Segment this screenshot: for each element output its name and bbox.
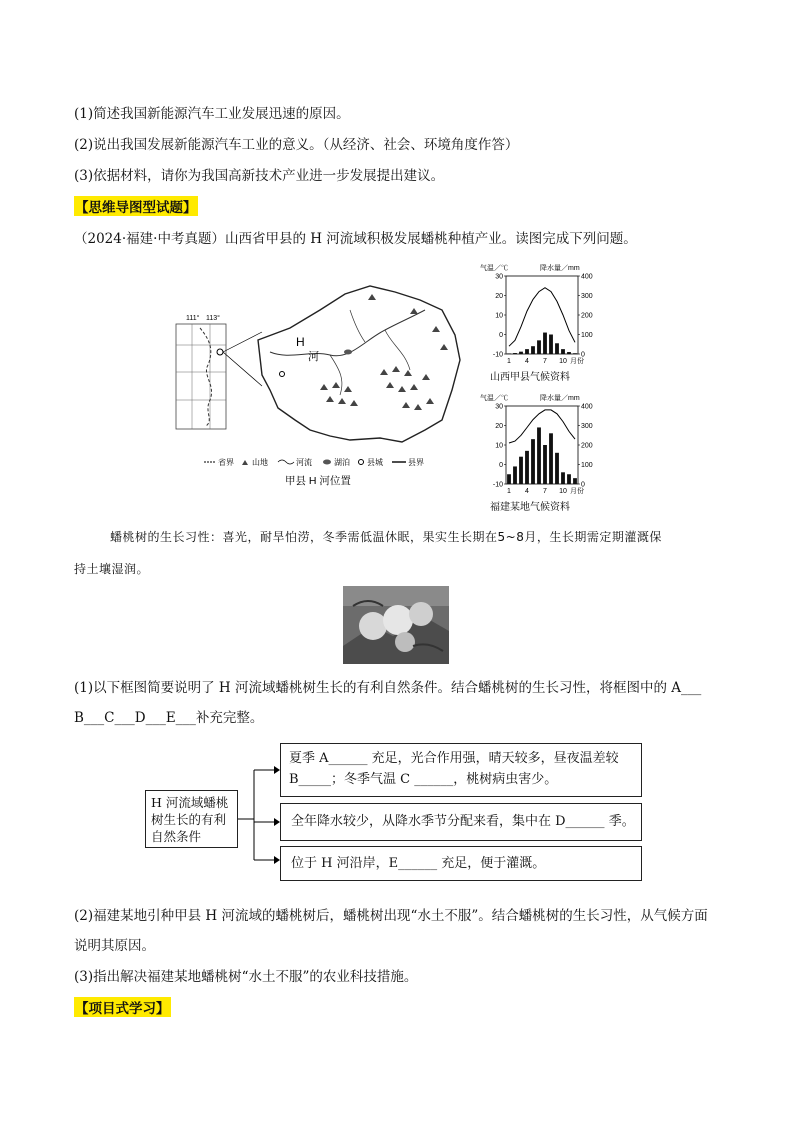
fujian-precip-bar: [507, 474, 511, 484]
shanxi-precip-bar: [513, 353, 517, 354]
fujian-precip-tick: 300: [581, 423, 593, 430]
fujian-temp-label: 气温／℃: [480, 395, 508, 402]
diagram-branch-1-line-2: B_____；冬季气温 C ______，桃树病虫害少。: [289, 772, 558, 787]
shanxi-precip-bar: [519, 352, 523, 354]
section-heading-mindmap: 【思维导图型试题】: [74, 196, 198, 216]
legend-lake: 湖泊: [334, 458, 350, 467]
question-2: (2)说出我国发展新能源汽车工业的意义。（从经济、社会、环境角度作答）: [74, 137, 519, 153]
fujian-precip-bar: [555, 453, 559, 484]
fujian-precip-bar: [567, 474, 571, 484]
fujian-month-tick: 10: [559, 488, 567, 495]
shanxi-precip-tick: 300: [581, 293, 593, 300]
habit-note-line-2: 持土壤湿润。: [74, 562, 150, 576]
shanxi-precip-bar: [525, 349, 529, 354]
fujian-month-tick: 7: [543, 488, 547, 495]
shanxi-temp-tick: 10: [495, 312, 503, 320]
fujian-temp-line: [509, 410, 575, 443]
legend-mountain: 山地: [252, 458, 268, 467]
county-town-symbol: [280, 372, 285, 377]
fujian-precip-bar: [531, 439, 535, 484]
shanxi-temp-tick: 20: [495, 293, 503, 300]
diagram-connectors: [238, 740, 282, 880]
shanxi-precip-label: 降水量／mm: [540, 265, 580, 272]
fujian-precip-bar: [537, 427, 541, 484]
shanxi-precip-tick: 200: [581, 312, 593, 320]
shanxi-month-tick: 1: [507, 358, 511, 365]
shanxi-precip-tick: 100: [581, 332, 593, 339]
climate-chart-fujian: [478, 392, 628, 517]
map-legend: [204, 457, 424, 467]
river-label-he: 河: [308, 351, 319, 363]
climate-chart-shanxi: [478, 262, 628, 387]
question-1: (1)简述我国新能源汽车工业发展迅速的原因。: [74, 106, 350, 122]
shanxi-precip-bar: [555, 343, 559, 354]
fujian-caption: 福建某地气候资料: [490, 502, 570, 513]
sub-question-2-line-2: 说明其原因。: [74, 938, 155, 954]
section-heading-project: 【项目式学习】: [74, 997, 171, 1017]
fujian-precip-bar: [549, 433, 553, 484]
peach-photo: [343, 586, 449, 664]
shanxi-precip-bar: [561, 349, 565, 354]
fujian-precip-label: 降水量／mm: [540, 395, 580, 402]
fujian-temp-tick: -10: [492, 481, 503, 489]
shanxi-temp-label: 气温／℃: [480, 265, 508, 272]
shanxi-precip-bar: [567, 352, 571, 354]
shanxi-precip-bar: [549, 335, 553, 355]
fujian-precip-tick: 100: [581, 462, 593, 469]
fujian-month-tick: 4: [525, 488, 529, 495]
legend-province: 省界: [218, 458, 234, 467]
mountain-symbols: [320, 294, 448, 410]
fujian-temp-tick: 10: [495, 442, 503, 450]
intro-text: （2024·福建·中考真题）山西省甲县的 H 河流域积极发展蟠桃种植产业。读图完成下列问题。: [74, 231, 637, 247]
shanxi-precip-bar: [507, 353, 511, 354]
river-label-h: H: [296, 335, 305, 349]
shanxi-month-tick: 7: [543, 358, 547, 365]
shanxi-precip-bar: [543, 333, 547, 354]
sub-question-3: (3)指出解决福建某地蟠桃树“水土不服”的农业科技措施。: [74, 969, 418, 985]
sub-question-1-line-1: (1)以下框图简要说明了 H 河流域蟠桃树生长的有利自然条件。结合蟠桃树的生长习性，将框图中的 A___: [74, 680, 702, 696]
location-map: [170, 280, 490, 490]
fujian-precip-tick: 400: [581, 403, 593, 411]
fujian-temp-tick: 30: [495, 403, 503, 411]
fujian-precip-tick: 0: [581, 481, 585, 489]
habit-note-line-1: 蟠桃树的生长习性：喜光，耐旱怕涝，冬季需低温休眠，果实生长期在5~8月，生长期需定期灌溉保: [110, 530, 662, 544]
shanxi-precip-tick: 400: [581, 273, 593, 281]
fujian-precip-bar: [513, 466, 517, 484]
river: [270, 310, 425, 356]
fujian-precip-bar: [573, 478, 577, 484]
shanxi-temp-tick: -10: [492, 351, 503, 359]
fujian-precip-bar: [543, 445, 547, 484]
diagram-branch-1-line-1: 夏季 A______ 充足，光合作用强，晴天较多，昼夜温差较: [289, 751, 619, 766]
inset-map: [176, 314, 262, 429]
lon-label-1: 111°: [186, 315, 200, 322]
shanxi-precip-tick: 0: [581, 351, 585, 359]
diagram-branch-3: 位于 H 河沿岸，E______ 充足，便于灌溉。: [280, 846, 642, 881]
lake-symbol: [344, 350, 352, 355]
fujian-month-label: 月份: [570, 488, 584, 495]
fujian-precip-bar: [519, 457, 523, 484]
legend-county-town: 县城: [367, 458, 383, 467]
fujian-temp-tick: 0: [499, 462, 503, 469]
shanxi-temp-tick: 30: [495, 273, 503, 281]
shanxi-caption: 山西甲县气候资料: [490, 372, 570, 383]
fujian-precip-bar: [525, 451, 529, 484]
question-3: (3)依据材料，请你为我国高新技术产业进一步发展提出建议。: [74, 168, 445, 184]
county-outline: [258, 286, 460, 442]
shanxi-precip-bar: [573, 353, 577, 354]
diagram-branch-1: [280, 743, 642, 797]
fujian-month-tick: 1: [507, 488, 511, 495]
legend-county-border: 县界: [408, 458, 424, 467]
diagram-branch-2: 全年降水较少，从降水季节分配来看，集中在 D______ 季。: [280, 803, 642, 841]
shanxi-month-label: 月份: [570, 358, 584, 365]
shanxi-month-tick: 10: [559, 358, 567, 365]
legend-river: 河流: [296, 458, 312, 467]
sub-question-1-line-2: B___C___D___E___补充完整。: [74, 710, 264, 726]
shanxi-temp-tick: 0: [499, 332, 503, 339]
fujian-temp-tick: 20: [495, 423, 503, 430]
shanxi-precip-bar: [531, 346, 535, 354]
fujian-precip-bar: [561, 472, 565, 484]
fujian-precip-tick: 200: [581, 442, 593, 450]
shanxi-precip-bar: [537, 340, 541, 354]
diagram-root-box: H 河流域蟠桃树生长的有利自然条件: [145, 790, 238, 848]
lon-label-2: 113°: [206, 315, 220, 322]
shanxi-plot-frame: [506, 276, 578, 354]
sub-question-2-line-1: (2)福建某地引种甲县 H 河流域的蟠桃树后，蟠桃树出现“水土不服”。结合蟠桃树的生长习性，从气候方面: [74, 908, 708, 924]
shanxi-temp-line: [509, 288, 575, 347]
shanxi-month-tick: 4: [525, 358, 529, 365]
map-caption: 甲县 H 河位置: [285, 475, 351, 487]
